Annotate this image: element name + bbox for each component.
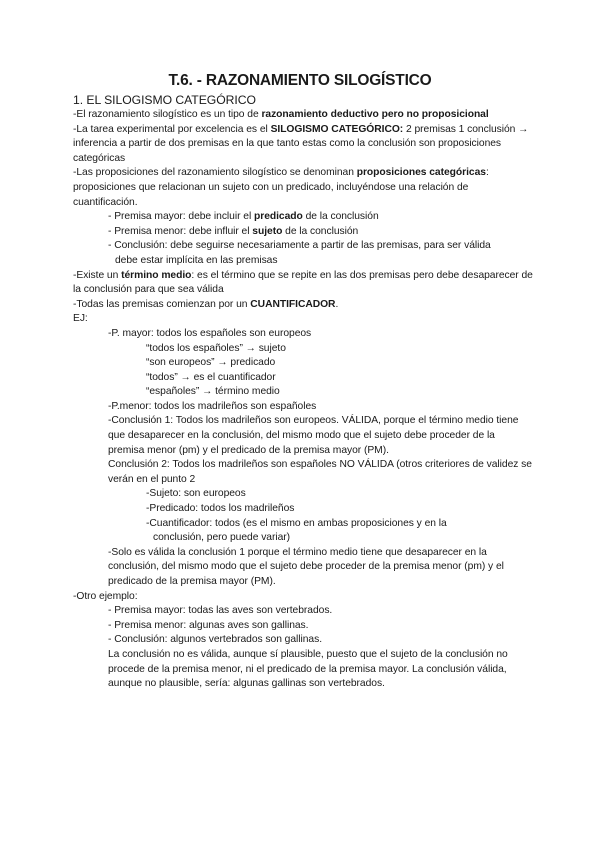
paragraph-silogistico: -El razonamiento silogístico es un tipo de razonamiento deductivo pero no proposicional [73, 109, 489, 120]
bullet-conclusion: - Conclusión: debe seguirse necesariamente a partir de las premisas, para ser válida debe estar implícita en las premisas [108, 240, 491, 266]
example-label: EJ: [73, 313, 88, 325]
paragraph-termino-medio: -Existe un término medio: es el término que se repite en las dos premisas pero debe desaparecer de la conclusión para que sea válida [73, 269, 533, 296]
example2-conclusion: - Conclusión: algunos vertebrados son gallinas. [108, 634, 323, 646]
example-conclusion-2: Conclusión 2: Todos los madrileños son españoles NO VÁLIDA (otros criteriores de validez se verán en el punto 2 [108, 459, 532, 485]
example-cuantificador: “todos” → es el cuantificador [146, 371, 276, 383]
example-termino-medio: “españoles” → término medio [146, 386, 280, 398]
bullet-premisa-menor: - Premisa menor: debe influir el sujeto de la conclusión [108, 225, 359, 237]
paragraph-tarea: -La tarea experimental por excelencia es el SILOGISMO CATEGÓRICO: 2 premisas 1 conclusión → inferencia a partir de dos premisas en la que tanto estas como la conclusión son proposiciones categóricas [73, 123, 529, 164]
example-predicado: “son europeos” → predicado [146, 357, 276, 369]
conclusion-2-predicado: -Predicado: todos los madrileños [146, 503, 295, 515]
example-premisa-menor: -P.menor: todos los madrileños son españoles [108, 400, 317, 412]
example-sujeto: “todos los españoles” → sujeto [146, 342, 286, 354]
section-heading: 1. EL SILOGISMO CATEGÓRICO [73, 93, 256, 107]
example2-premisa-mayor: - Premisa mayor: todas las aves son vertebrados. [108, 605, 333, 617]
otro-ejemplo-label: -Otro ejemplo: [73, 590, 138, 602]
example-solo-valida: -Solo es válida la conclusión 1 porque el término medio tiene que desaparecer en la conclusión, del mismo modo que el sujeto debe proceder de la premisa menor (pm) y el predicado de la premisa mayor (PM). [108, 546, 504, 587]
conclusion-2-cuantificador: -Cuantificador: todos (es el mismo en ambas proposiciones y en la conclusión, pero puede variar) [146, 517, 447, 544]
document-body [73, 108, 533, 692]
example2-premisa-menor: - Premisa menor: algunas aves son gallinas. [108, 619, 309, 631]
conclusion-2-sujeto: -Sujeto: son europeos [146, 488, 246, 500]
example2-explanation: La conclusión no es válida, aunque sí plausible, puesto que el sujeto de la conclusión no procede de la premisa menor, ni el predicado de la premisa mayor. La conclusión válida, aunque no plausible, sería: algunas gallinas son vertebrados. [108, 648, 508, 690]
paragraph-cuantificador: -Todas las premisas comienzan por un CUANTIFICADOR. [73, 298, 339, 310]
paragraph-proposiciones: -Las proposiciones del razonamiento silogístico se denominan proposiciones categóricas: proposiciones que relacionan un sujeto con un predicado, incluyéndose una relación de cuantificación. [73, 167, 489, 208]
example-premisa-mayor: -P. mayor: todos los españoles son europeos [108, 327, 312, 339]
bullet-premisa-mayor: - Premisa mayor: debe incluir el predicado de la conclusión [108, 211, 379, 223]
example-conclusion-1: -Conclusión 1: Todos los madrileños son europeos. VÁLIDA, porque el término medio tiene que desaparecer en la conclusión, del mismo modo que el sujeto debe proceder de la premisa menor (pm) y el predicado de la premisa mayor (PM). [108, 415, 519, 456]
document-title: T.6. - RAZONAMIENTO SILOGÍSTICO [168, 72, 432, 89]
